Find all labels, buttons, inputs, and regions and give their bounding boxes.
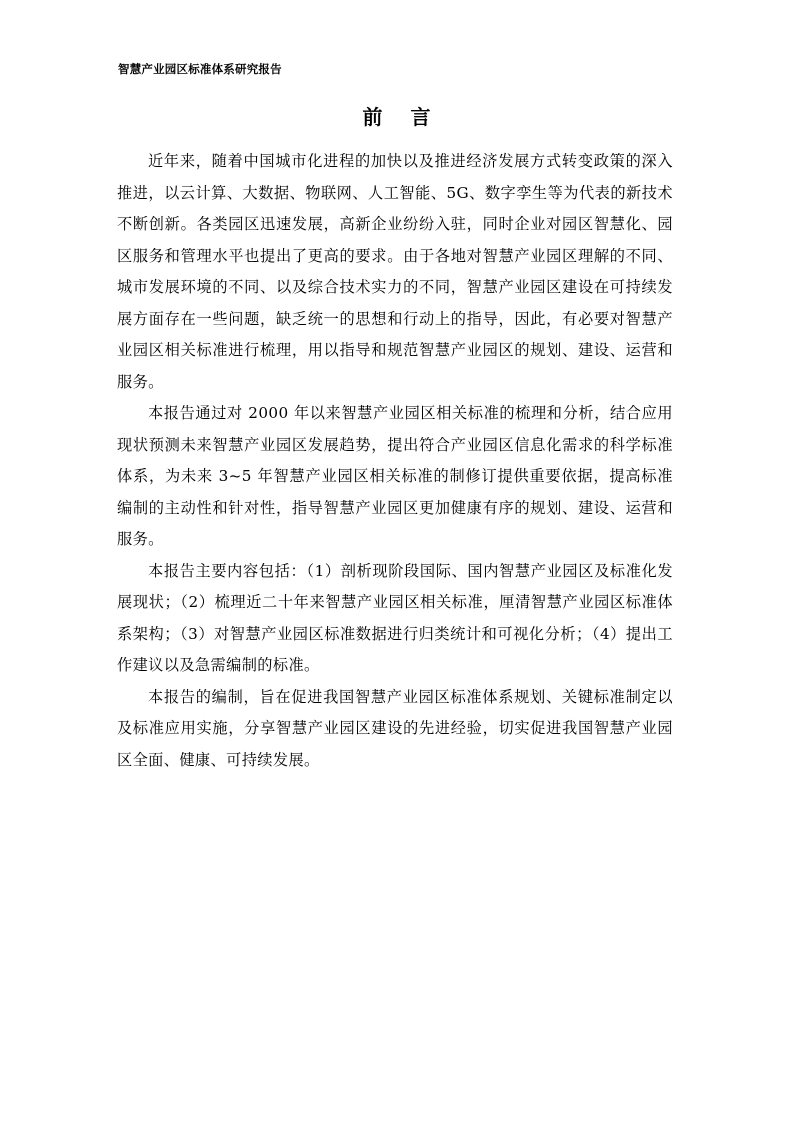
- body-text: [117, 146, 673, 776]
- paragraph-contents: 本报告主要内容包括：（1）剖析现阶段国际、国内智慧产业园区及标准化发展现状；（2）梳理近二十年来智慧产业园区相关标准，厘清智慧产业园区标准体系架构；（3）对智慧产业园区标准数据进行归类统计和可视化分析；（4）提出工作建议以及急需编制的标准。: [117, 561, 673, 674]
- paragraph-background: 近年来，随着中国城市化进程的加快以及推进经济发展方式转变政策的深入推进，以云计算、大数据、物联网、人工智能、5G、数字孪生等为代表的新技术不断创新。各类园区迅速发展，高新企业纷纷入驻，同时企业对园区智慧化、园区服务和管理水平也提出了更高的要求。由于各地对智慧产业园区理解的不同、城市发展环境的不同、以及综合技术实力的不同，智慧产业园区建设在可持续发展方面存在一些问题，缺乏统一的思想和行动上的指导，因此，有必要对智慧产业园区相关标准进行梳理，用以指导和规范智慧产业园区的规划、建设、运营和服务。: [117, 152, 673, 391]
- page-title: 前言: [362, 105, 459, 129]
- paragraph-purpose: 本报告通过对 2000 年以来智慧产业园区相关标准的梳理和分析，结合应用现状预测未来智慧产业园区发展趋势，提出符合产业园区信息化需求的科学标准体系，为未来 3~5 年智慧产业园区相关标准的制修订提供重要依据，提高标准编制的主动性和针对性，指导智慧产业园区更加健康有序的规划、建设、运营和服务。: [117, 404, 673, 548]
- running-header: 智慧产业园区标准体系研究报告: [118, 62, 282, 76]
- paragraph-aim: 本报告的编制，旨在促进我国智慧产业园区标准体系规划、关键标准制定以及标准应用实施，分享智慧产业园区建设的先进经验，切实促进我国智慧产业园区全面、健康、可持续发展。: [117, 687, 673, 769]
